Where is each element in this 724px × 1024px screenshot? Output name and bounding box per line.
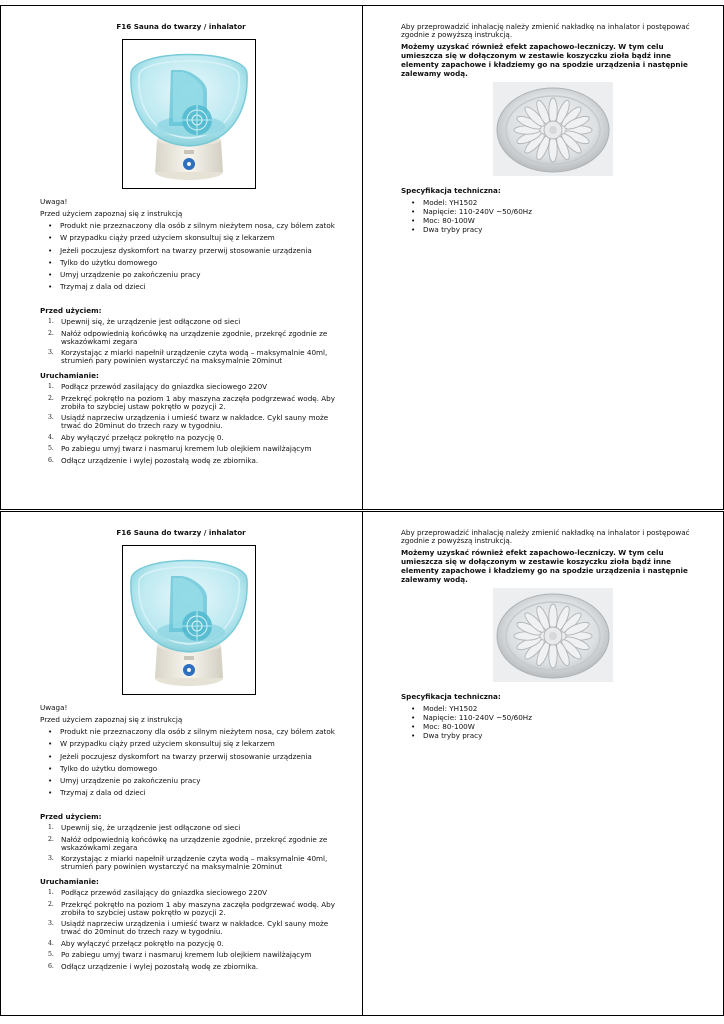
list-item: • Jeżeli poczujesz dyskomfort na twarzy przerwij stosowanie urządzenia — [50, 246, 350, 255]
step-text: Podłącz przewód zasilający do gniazdka sieciowego 220V — [61, 888, 268, 897]
list-item — [50, 434, 340, 442]
step-number: 2. — [48, 394, 54, 402]
step-number: 5. — [48, 445, 54, 453]
list-item — [50, 951, 340, 959]
step-text: Nałóż odpowiednią końcówkę na urządzenie zgodnie, przekręć zgodnie ze wskazówkami zegara — [61, 328, 328, 346]
list-item: • Napięcie: 110-240V ~50/60Hz — [413, 713, 532, 722]
step-text: Korzystając z miarki napełnił urządzenie czyta wodą – maksymalnie 40ml, strumień pary powinien wystarczyć na maksymalnie 20minut — [61, 854, 328, 872]
step-text: Upewnij się, że urządzenie jest odłączone od sieci — [61, 317, 241, 326]
list-item: • W przypadku ciąży przed użyciem skonsultuj się z lekarzem — [50, 233, 350, 242]
spec-heading: Specyfikacja techniczna: — [401, 186, 501, 195]
list-item — [50, 940, 340, 948]
step-number: 5. — [48, 951, 54, 959]
facial-sauna-photo — [122, 39, 256, 189]
list-item: • Dwa tryby pracy — [413, 731, 532, 740]
list-item: • Jeżeli poczujesz dyskomfort na twarzy przerwij stosowanie urządzenia — [50, 752, 350, 761]
list-item: • Produkt nie przeznaczony dla osób z silnym nieżytem nosa, czy bólem zatok — [50, 221, 350, 230]
step-number: 6. — [48, 456, 54, 464]
list-item — [50, 414, 340, 430]
caution-list — [50, 221, 350, 295]
aroma-note: Możemy uzyskać również efekt zapachowo-leczniczy. W tym celu umieszcza się w dołączonym w zestawie koszyczku zioła bądź inne elementy zapachowe i kładziemy go na spodzie urządzenia i następnie zalewamy wodą. — [401, 548, 688, 584]
intro-text: Przed użyciem zapoznaj się z instrukcją — [40, 715, 183, 724]
column-divider — [362, 511, 363, 1016]
spec-list — [413, 704, 532, 740]
list-item: • Umyj urządzenie po zakończeniu pracy — [50, 270, 350, 279]
list-item — [50, 318, 340, 326]
step-text: Odłącz urządzenie i wylej pozostałą wodę ze zbiornika. — [61, 961, 259, 971]
basket-petal — [549, 136, 557, 162]
list-item — [50, 901, 340, 917]
step-text: Odłącz urządzenie i wylej pozostałą wodę ze zbiornika. — [61, 455, 259, 465]
step-text: Przekręć pokrętło na poziom 1 aby maszyna zaczęła podgrzewać wodę. Aby zrobiła to szybciej ustaw pokrętło w pozycji 2. — [61, 393, 335, 411]
list-item: • Produkt nie przeznaczony dla osób z silnym nieżytem nosa, czy bólem zatok — [50, 727, 350, 736]
step-number: 1. — [48, 318, 54, 325]
step-text: Po zabiegu umyj twarz i nasmaruj kremem lub olejkiem nawilżającym — [61, 444, 312, 454]
list-item — [50, 920, 340, 936]
intro-text: Przed użyciem zapoznaj się z instrukcją — [40, 209, 183, 218]
list-item — [50, 349, 340, 365]
list-item: • Tylko do użytku domowego — [50, 764, 350, 773]
list-item — [50, 855, 340, 871]
list-item: • Dwa tryby pracy — [413, 225, 532, 234]
step-text: Nałóż odpowiednią końcówkę na urządzenie zgodnie, przekręć zgodnie ze wskazówkami zegara — [61, 834, 328, 852]
herb-basket-photo — [493, 82, 613, 176]
step-number: 3. — [48, 349, 54, 357]
basket-petal — [549, 604, 557, 630]
step-text: Przekręć pokrętło na poziom 1 aby maszyna zaczęła podgrzewać wodę. Aby zrobiła to szybciej ustaw pokrętło w pozycji 2. — [61, 899, 335, 917]
spec-heading: Specyfikacja techniczna: — [401, 692, 501, 701]
list-item: • Napięcie: 110-240V ~50/60Hz — [413, 207, 532, 216]
caution-list — [50, 727, 350, 801]
start-steps — [50, 383, 340, 469]
list-item — [50, 395, 340, 411]
list-item — [50, 330, 340, 346]
list-item: • Moc: 80-100W — [413, 216, 532, 225]
step-number: 2. — [48, 900, 54, 908]
facial-sauna-photo — [122, 545, 256, 695]
list-item: • Umyj urządzenie po zakończeniu pracy — [50, 776, 350, 785]
aroma-note: Możemy uzyskać również efekt zapachowo-leczniczy. W tym celu umieszcza się w dołączonym w zestawie koszyczku zioła bądź inne elementy zapachowe i kładziemy go na spodzie urządzenia i następnie zalewamy wodą. — [401, 42, 688, 78]
page-title: F16 Sauna do twarzy / inhalator — [116, 528, 246, 537]
step-number: 1. — [48, 383, 54, 390]
step-text: Aby wyłączyć przełącz pokrętło na pozycję 0. — [61, 938, 224, 948]
page-title: F16 Sauna do twarzy / inhalator — [116, 22, 246, 31]
step-number: 6. — [48, 962, 54, 970]
list-item: • Model: YH1502 — [413, 198, 532, 207]
step-text: Aby wyłączyć przełącz pokrętło na pozycję 0. — [61, 432, 224, 442]
before-use-heading: Przed użyciem: — [40, 812, 102, 821]
step-text: Podłącz przewód zasilający do gniazdka sieciowego 220V — [61, 382, 268, 391]
document-page — [0, 5, 724, 510]
list-item — [50, 963, 340, 971]
warning-label: Uwaga! — [40, 703, 68, 712]
step-number: 3. — [48, 920, 54, 928]
step-text: Korzystając z miarki napełnił urządzenie czyta wodą – maksymalnie 40ml, strumień pary powinien wystarczyć na maksymalnie 20minut — [61, 348, 328, 366]
before-use-steps — [50, 318, 340, 369]
before-use-steps — [50, 824, 340, 875]
list-item — [50, 889, 340, 897]
start-heading: Uruchamianie: — [40, 877, 99, 886]
start-steps — [50, 889, 340, 975]
list-item — [50, 836, 340, 852]
spec-list — [413, 198, 532, 234]
step-number: 3. — [48, 855, 54, 863]
before-use-heading: Przed użyciem: — [40, 306, 102, 315]
step-number: 1. — [48, 824, 54, 831]
list-item — [50, 457, 340, 465]
step-number: 2. — [48, 329, 54, 337]
step-text: Po zabiegu umyj twarz i nasmaruj kremem lub olejkiem nawilżającym — [61, 950, 312, 960]
step-number: 3. — [48, 414, 54, 422]
list-item: • Moc: 80-100W — [413, 722, 532, 731]
herb-basket-photo — [493, 588, 613, 682]
step-number: 4. — [48, 433, 54, 441]
list-item — [50, 383, 340, 391]
warning-label: Uwaga! — [40, 197, 68, 206]
inhaler-note: Aby przeprowadzić inhalację należy zmienić nakładkę na inhalator i postępować zgodnie z powyższą instrukcją. — [401, 22, 690, 39]
list-item — [50, 445, 340, 453]
step-number: 4. — [48, 939, 54, 947]
step-text: Usiądź naprzeciw urządzenia i umieść twarz w nakładce. Cykl sauny może trwać do 20minut do trzech razy w tygodniu. — [61, 413, 329, 431]
step-number: 2. — [48, 835, 54, 843]
step-number: 1. — [48, 889, 54, 896]
step-text: Upewnij się, że urządzenie jest odłączone od sieci — [61, 823, 241, 832]
basket-petal — [549, 642, 557, 668]
column-divider — [362, 5, 363, 510]
step-text: Usiądź naprzeciw urządzenia i umieść twarz w nakładce. Cykl sauny może trwać do 20minut do trzech razy w tygodniu. — [61, 919, 329, 937]
list-item: • W przypadku ciąży przed użyciem skonsultuj się z lekarzem — [50, 739, 350, 748]
start-heading: Uruchamianie: — [40, 371, 99, 380]
inhaler-note: Aby przeprowadzić inhalację należy zmienić nakładkę na inhalator i postępować zgodnie z powyższą instrukcją. — [401, 528, 690, 545]
basket-petal — [549, 98, 557, 124]
list-item — [50, 824, 340, 832]
list-item: • Trzymaj z dala od dzieci — [50, 788, 350, 797]
list-item: • Trzymaj z dala od dzieci — [50, 282, 350, 291]
list-item: • Model: YH1502 — [413, 704, 532, 713]
list-item: • Tylko do użytku domowego — [50, 258, 350, 267]
document-page — [0, 511, 724, 1016]
